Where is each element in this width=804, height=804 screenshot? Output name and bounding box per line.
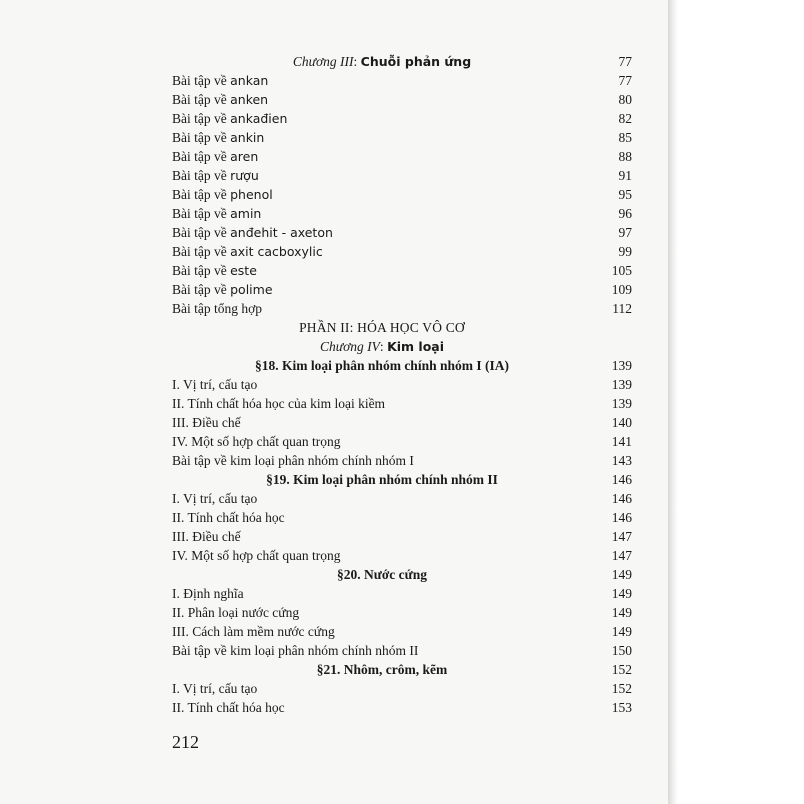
toc-row-entry	[172, 261, 632, 280]
toc-page-number: 150	[611, 643, 632, 658]
entry-topic: axit cacboxylic	[230, 244, 323, 259]
toc-row-plain	[172, 451, 632, 470]
toc-row-label: §19. Kim loại phân nhóm chính nhóm II	[266, 472, 498, 487]
entry-prefix: Bài tập về	[172, 73, 231, 88]
entry-topic: ankin	[230, 130, 265, 145]
toc-row-plain	[172, 375, 632, 394]
entry-prefix: Bài tập về	[172, 225, 231, 240]
toc-page-number: 146	[611, 510, 632, 525]
toc-page-number: 141	[611, 434, 632, 449]
entry-topic: anđehit - axeton	[230, 225, 333, 240]
toc-page-number: 91	[618, 168, 632, 183]
toc-row-label: Bài tập về kim loại phân nhóm chính nhóm II	[172, 643, 419, 658]
entry-prefix: Bài tập về	[172, 206, 231, 221]
toc-row-label: I. Vị trí, cấu tạo	[172, 377, 258, 392]
toc-row-label: II. Tính chất hóa học	[172, 700, 285, 715]
toc-page-number: 153	[611, 700, 632, 715]
toc-row-label	[172, 244, 323, 259]
page-edge-shadow	[668, 0, 678, 804]
entry-topic: phenol	[230, 187, 273, 202]
toc-row-label	[172, 52, 632, 71]
toc-page-number: 146	[611, 472, 632, 487]
toc-page-number: 149	[611, 567, 632, 582]
toc-page-number: 88	[618, 149, 632, 164]
toc-row-plain	[172, 432, 632, 451]
toc-row-entry	[172, 280, 632, 299]
toc-row-plain	[172, 489, 632, 508]
toc-row-label: II. Tính chất hóa học	[172, 510, 285, 525]
toc-row-label: IV. Một số hợp chất quan trọng	[172, 548, 341, 563]
toc-page-number: 77	[618, 54, 632, 69]
toc-page-number: 152	[611, 662, 632, 677]
toc-row-entry	[172, 299, 632, 318]
toc-row-entry	[172, 109, 632, 128]
toc-page-number: 149	[611, 624, 632, 639]
toc-page-number: 146	[611, 491, 632, 506]
chapter-number: Chương III	[292, 54, 354, 69]
toc-row-plain	[172, 546, 632, 565]
entry-prefix: Bài tập về	[172, 111, 231, 126]
toc-row-plain	[172, 527, 632, 546]
toc-row-label: II. Phân loại nước cứng	[172, 605, 300, 620]
entry-topic: amin	[230, 206, 262, 221]
toc-row-label: III. Điều chế	[172, 529, 241, 544]
toc-row-label	[172, 263, 257, 278]
toc-row-label: §18. Kim loại phân nhóm chính nhóm I (IA)	[255, 358, 509, 373]
toc-row-entry	[172, 71, 632, 90]
toc-page-number: 97	[618, 225, 632, 240]
page-number: 212	[172, 732, 199, 752]
toc-row-chapter	[172, 52, 632, 71]
toc-page-number: 143	[611, 453, 632, 468]
chapter-number: Chương IV	[319, 339, 380, 354]
toc-page-number: 109	[611, 282, 632, 297]
entry-topic: ankađien	[230, 111, 288, 126]
entry-topic: aren	[230, 149, 259, 164]
toc-row-plain	[172, 622, 632, 641]
entry-topic: polime	[230, 282, 273, 297]
toc-page-number: 99	[618, 244, 632, 259]
toc-row-section	[172, 356, 632, 375]
toc-row-label	[172, 282, 273, 297]
toc-page-number: 149	[611, 605, 632, 620]
entry-prefix: Bài tập tổng hợp	[172, 301, 263, 316]
toc-row-entry	[172, 185, 632, 204]
toc-row-label: III. Điều chế	[172, 415, 241, 430]
toc-row-plain	[172, 413, 632, 432]
toc-row-label: IV. Một số hợp chất quan trọng	[172, 434, 341, 449]
toc-page-number: 112	[612, 301, 632, 316]
toc-row-label: PHẦN II: HÓA HỌC VÔ CƠ	[299, 320, 465, 335]
toc-page-number: 152	[611, 681, 632, 696]
toc-row-plain	[172, 698, 632, 717]
toc-row-entry	[172, 223, 632, 242]
toc-row-label	[172, 301, 262, 316]
entry-prefix: Bài tập về	[172, 92, 231, 107]
toc-row-section	[172, 470, 632, 489]
entry-topic: rượu	[230, 168, 259, 183]
entry-topic: anken	[230, 92, 269, 107]
toc-row-part	[172, 318, 632, 337]
toc-row-label: III. Cách làm mềm nước cứng	[172, 624, 335, 639]
chapter-separator: :	[353, 54, 361, 69]
toc-row-label: II. Tính chất hóa học của kim loại kiềm	[172, 396, 386, 411]
table-of-contents	[172, 52, 632, 717]
chapter-title: Kim loại	[387, 339, 445, 354]
toc-page-number: 147	[611, 548, 632, 563]
toc-row-label	[172, 337, 632, 356]
toc-page-number: 95	[618, 187, 632, 202]
chapter-separator: :	[379, 339, 388, 354]
toc-page-number: 77	[618, 73, 632, 88]
toc-row-plain	[172, 394, 632, 413]
toc-row-label	[172, 130, 264, 145]
entry-prefix: Bài tập về	[172, 168, 231, 183]
toc-row-section	[172, 565, 632, 584]
toc-row-label: Bài tập về kim loại phân nhóm chính nhóm I	[172, 453, 414, 468]
toc-row-entry	[172, 147, 632, 166]
toc-row-entry	[172, 204, 632, 223]
entry-prefix: Bài tập về	[172, 187, 231, 202]
entry-topic: ankan	[230, 73, 269, 88]
toc-row-section	[172, 660, 632, 679]
toc-row-label: §21. Nhôm, crôm, kẽm	[316, 662, 448, 677]
toc-page-number: 85	[618, 130, 632, 145]
toc-row-label: I. Vị trí, cấu tạo	[172, 491, 258, 506]
toc-row-plain	[172, 508, 632, 527]
toc-row-plain	[172, 641, 632, 660]
toc-page-number: 105	[611, 263, 632, 278]
toc-row-label	[172, 92, 268, 107]
toc-row-label	[172, 225, 333, 240]
entry-prefix: Bài tập về	[172, 244, 231, 259]
toc-row-label	[172, 206, 261, 221]
toc-row-plain	[172, 603, 632, 622]
toc-row-entry	[172, 242, 632, 261]
toc-row-label: I. Định nghĩa	[172, 586, 244, 601]
entry-topic: este	[230, 263, 257, 278]
toc-row-label: I. Vị trí, cấu tạo	[172, 681, 258, 696]
toc-page-number: 147	[611, 529, 632, 544]
toc-row-plain	[172, 584, 632, 603]
toc-page-number: 139	[611, 358, 632, 373]
toc-row-entry	[172, 90, 632, 109]
entry-prefix: Bài tập về	[172, 130, 231, 145]
toc-page-number: 82	[618, 111, 632, 126]
toc-row-label	[172, 73, 268, 88]
toc-page-number: 149	[611, 586, 632, 601]
toc-row-label	[172, 168, 259, 183]
toc-page-number: 139	[611, 396, 632, 411]
toc-page-number: 139	[611, 377, 632, 392]
chapter-title: Chuỗi phản ứng	[360, 54, 472, 69]
toc-row-plain	[172, 679, 632, 698]
toc-row-label	[172, 149, 258, 164]
toc-page-number: 80	[618, 92, 632, 107]
toc-page-number: 96	[618, 206, 632, 221]
toc-row-entry	[172, 128, 632, 147]
toc-row-label	[172, 111, 287, 126]
entry-prefix: Bài tập về	[172, 149, 231, 164]
toc-row-label: §20. Nước cứng	[336, 567, 428, 582]
toc-row-entry	[172, 166, 632, 185]
toc-row-label	[172, 187, 273, 202]
toc-row-chapter	[172, 337, 632, 356]
entry-prefix: Bài tập về	[172, 263, 231, 278]
entry-prefix: Bài tập về	[172, 282, 231, 297]
toc-page-number: 140	[611, 415, 632, 430]
